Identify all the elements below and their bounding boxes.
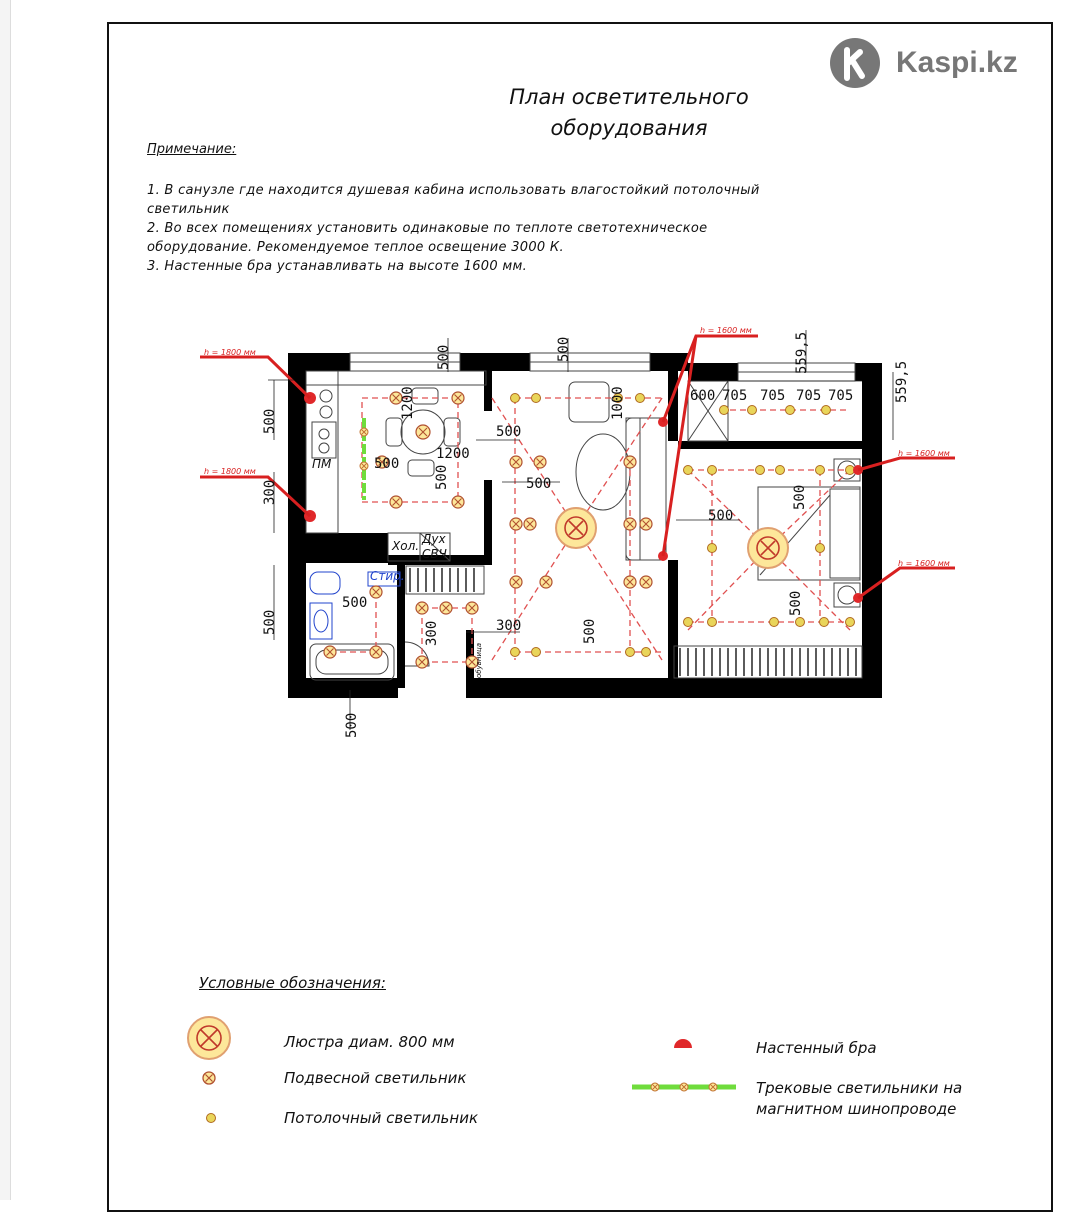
label-duh: Дух [422, 532, 446, 546]
title-line-1: План осветительного [509, 85, 749, 109]
note-line: 2. Во всех помещениях установить одинаковые по теплоте светотехническое [147, 221, 708, 236]
dim-500-l1: 500 [526, 476, 552, 492]
legend-pendant-icon [203, 1072, 215, 1084]
tag-h1600-b: h = 1600 мм [898, 449, 950, 458]
dim-1000: 1000 [610, 386, 626, 420]
dim-500-bed1: 500 [792, 484, 808, 510]
tag-h1800-a: h = 1800 мм [204, 348, 256, 357]
dim-300-hall-b: 300 [496, 618, 522, 634]
kitchen-pendant [416, 425, 430, 439]
legend-track-icon [632, 1083, 736, 1091]
dim-500-left-bath: 500 [262, 609, 278, 635]
note-line: 1. В санузле где находится душевая кабина использовать влагостойкий потолочный [147, 183, 760, 198]
dim-300-left: 300 [262, 479, 278, 505]
chandelier-bedroom [748, 528, 788, 568]
dim-500-bottom: 500 [344, 712, 360, 738]
legend-track-label-2: магнитном шинопроводе [756, 1100, 957, 1118]
dim-500-top-kitchen: 500 [436, 344, 452, 370]
label-svch: СВЧ [422, 547, 447, 561]
dim-559-a: 559,5 [794, 331, 810, 374]
dim-705-a: 705 [722, 388, 748, 404]
track-light [360, 418, 368, 500]
chandelier-living [556, 508, 596, 548]
legend-sconce-label: Настенный бра [756, 1039, 877, 1057]
note-line: 3. Настенные бра устанавливать на высоте 1600 мм. [147, 259, 528, 274]
dim-500-k1: 500 [496, 424, 522, 440]
dim-500-living-bottom: 500 [582, 618, 598, 644]
dim-300-hall-a: 300 [424, 620, 440, 646]
notes-heading: Примечание: [147, 142, 237, 157]
dim-705-d: 705 [828, 388, 854, 404]
legend-ceiling-icon [207, 1114, 216, 1123]
legend-ceiling-label: Потолочный светильник [284, 1109, 479, 1127]
label-stir: Стир. [370, 569, 405, 583]
legend-chandelier-icon [188, 1017, 230, 1059]
windows [350, 353, 855, 381]
dim-705-b: 705 [760, 388, 786, 404]
dim-500-k3: 500 [434, 464, 450, 490]
dim-600: 600 [690, 388, 716, 404]
tag-h1800-b: h = 1800 мм [204, 467, 256, 476]
dim-500-bed3: 500 [788, 590, 804, 616]
dim-1200-a: 1200 [400, 386, 416, 420]
tag-h1600-c: h = 1600 мм [898, 559, 950, 568]
label-pm: ПМ [312, 457, 332, 471]
dim-500-top-living: 500 [556, 336, 572, 362]
dim-559-b: 559,5 [894, 360, 910, 403]
label-hol: Хол. [392, 539, 420, 553]
dim-705-c: 705 [796, 388, 822, 404]
dim-500-left-kitchen: 500 [262, 408, 278, 434]
legend-pendant-label: Подвесной светильник [284, 1069, 467, 1087]
legend-chandelier-label: Люстра диам. 800 мм [284, 1033, 455, 1051]
note-line: светильник [147, 202, 230, 217]
dim-500-bath: 500 [342, 595, 368, 611]
legend-track-label-1: Трековые светильники на [756, 1079, 963, 1097]
legend-heading: Условные обозначения: [199, 974, 386, 992]
dim-500-bed2: 500 [708, 508, 734, 524]
note-line: оборудование. Рекомендуемое теплое освещение 3000 К. [147, 240, 564, 255]
dim-500-k2: 500 [374, 456, 400, 472]
legend-sconce-icon [674, 1039, 692, 1048]
dim-1200-b: 1200 [436, 446, 470, 462]
watermark-text: Kaspi.kz [896, 46, 1018, 79]
tag-h1600-a: h = 1600 мм [700, 326, 752, 335]
title-line-2: оборудования [550, 116, 708, 140]
label-shoe: обувница [475, 642, 483, 678]
